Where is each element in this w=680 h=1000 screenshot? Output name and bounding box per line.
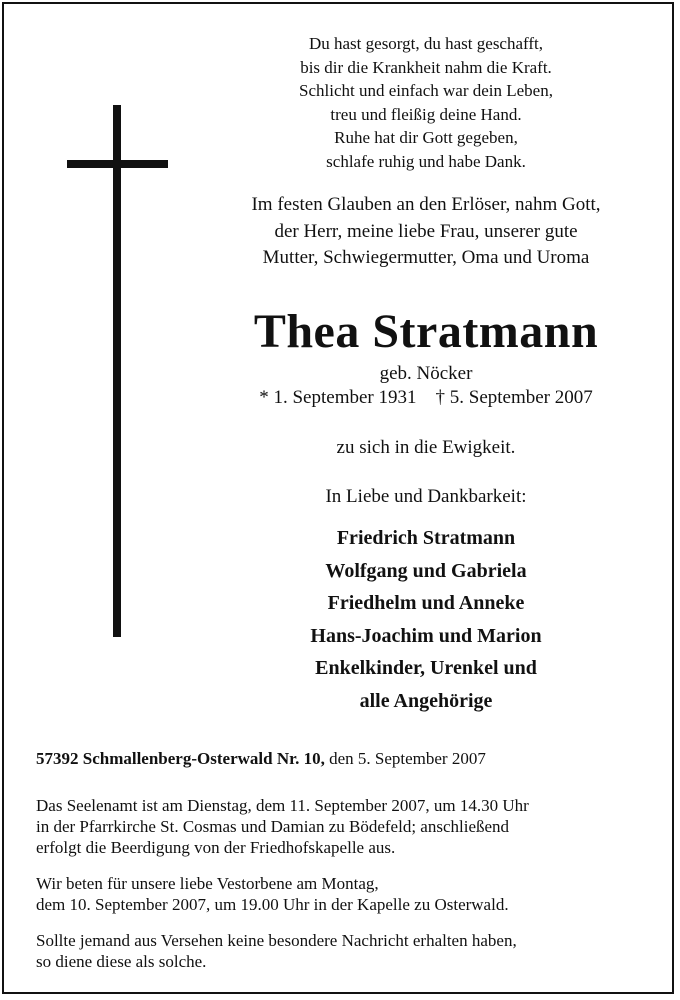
deceased-name: Thea Stratmann: [253, 305, 599, 358]
poem: [196, 32, 656, 173]
address-date: den 5. September 2007: [324, 749, 486, 768]
paragraph-line: Wir beten für unsere liebe Vestorbene am Montag,: [36, 874, 379, 893]
poem-line: Ruhe hat dir Gott gegeben,: [334, 128, 518, 147]
notice-paragraph: [36, 930, 656, 972]
poem-line: Du hast gesorgt, du hast geschafft,: [308, 34, 544, 53]
death-date: † 5. September 2007: [435, 387, 593, 408]
paragraph-line: erfolgt die Beerdigung von der Friedhofskapelle aus.: [36, 838, 396, 857]
mourner: Friedhelm und Anneke: [327, 592, 525, 614]
poem-line: treu und fleißig deine Hand.: [330, 104, 522, 124]
poem-line: bis dir die Krankheit nahm die Kraft.: [300, 57, 552, 77]
address-place: 57392 Schmallenberg-Osterwald Nr. 10,: [36, 749, 325, 768]
mourner: Wolfgang und Gabriela: [325, 559, 527, 582]
cross-vertical-bar: [113, 105, 121, 637]
mourner: alle Angehörige: [359, 689, 493, 712]
mourners-list: [196, 522, 656, 717]
requiem-paragraph: [36, 795, 656, 858]
cross-horizontal-bar: [67, 160, 168, 168]
birth-date: * 1. September 1931: [259, 387, 417, 408]
life-dates: [196, 386, 656, 410]
intro-line: Mutter, Schwiegermutter, Oma und Uroma: [262, 247, 590, 268]
eternity-text: zu sich in die Ewigkeit.: [336, 437, 516, 458]
poem-line: schlafe ruhig und habe Dank.: [326, 151, 526, 171]
intro-line: der Herr, meine liebe Frau, unserer gute: [274, 220, 578, 242]
paragraph-line: so diene diese als solche.: [36, 952, 207, 971]
mourner: Hans-Joachim und Marion: [310, 624, 542, 647]
thanks-text: In Liebe und Dankbarkeit:: [325, 486, 527, 507]
mourner: Friedrich Stratmann: [336, 527, 516, 549]
address-line: [36, 748, 656, 769]
paragraph-line: dem 10. September 2007, um 19.00 Uhr in der Kapelle zu Osterwald.: [36, 895, 509, 914]
prayer-paragraph: [36, 873, 656, 915]
paragraph-line: Das Seelenamt ist am Dienstag, dem 11. September 2007, um 14.30 Uhr: [36, 796, 529, 815]
paragraph-line: Sollte jemand aus Versehen keine besondere Nachricht erhalten haben,: [36, 931, 517, 950]
paragraph-line: in der Pfarrkirche St. Cosmas und Damian zu Bödefeld; anschließend: [36, 817, 510, 836]
intro-line: Im festen Glauben an den Erlöser, nahm Gott,: [251, 194, 601, 215]
mourner: Enkelkinder, Urenkel und: [315, 657, 537, 679]
maiden-name: geb. Nöcker: [379, 363, 473, 384]
intro-text: [196, 192, 656, 272]
poem-line: Schlicht und einfach war dein Leben,: [299, 81, 553, 100]
